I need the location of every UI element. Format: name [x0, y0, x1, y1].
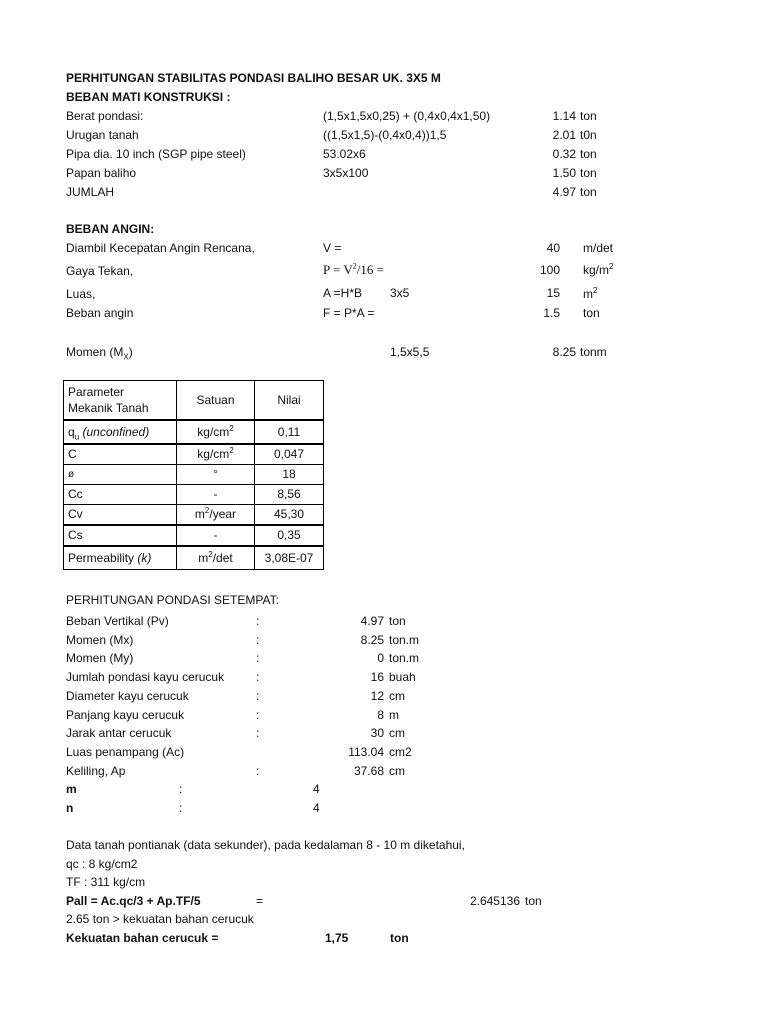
row-value: 2.01 [552, 128, 576, 142]
row-label: Pipa dia. 10 inch (SGP pipe steel) [66, 147, 246, 161]
param-cell: $q_u$ (unconfined) [64, 420, 177, 444]
beban-mati-heading: BEBAN MATI KONSTRUKSI : [66, 90, 231, 104]
row-unit: cm [389, 764, 405, 778]
soil-parameter-table [63, 380, 324, 570]
row-unit: ton [580, 147, 597, 161]
row-value: 12 [370, 689, 384, 703]
row-colon: : [256, 651, 260, 665]
row-formula: 53.02x6 [323, 147, 366, 161]
row-label: Jumlah pondasi kayu cerucuk [66, 670, 225, 684]
row-formula: V = [323, 241, 342, 255]
row-unit: ton [389, 614, 406, 628]
row-formula-extra: 3x5 [390, 286, 410, 300]
row-unit: $m^2$ [583, 286, 598, 301]
row-label: Diameter kayu cerucuk [66, 689, 189, 703]
row-formula: $P = V^2/16$ = [323, 261, 384, 277]
table-header-row [64, 381, 324, 421]
table-row [64, 465, 324, 485]
pall-eq: = [256, 894, 264, 908]
row-label: m [66, 782, 77, 796]
row-value: 8 [377, 708, 384, 722]
kekuatan-label: Kekuatan bahan cerucuk = [66, 931, 219, 945]
row-label: Diambil Kecepatan Angin Rencana, [66, 241, 255, 255]
row-value: 4 [313, 782, 320, 796]
compare-line: 2.65 ton > kekuatan bahan cerucuk [66, 912, 254, 926]
page-title: PERHITUNGAN STABILITAS PONDASI BALIHO BESAR UK. 3X5 M [66, 71, 441, 85]
row-label: Luas penampang (Ac) [66, 745, 185, 759]
row-colon: : [256, 633, 260, 647]
row-label: Berat pondasi: [66, 109, 144, 123]
satuan-cell: $m^2/\det$ [177, 546, 255, 570]
table-row [64, 505, 324, 526]
row-unit: t0n [580, 128, 597, 142]
row-value: 8.25 [360, 633, 384, 647]
row-formula: F = P*A = [323, 306, 375, 320]
param-cell: ø [64, 465, 177, 485]
satuan-cell: $kg/cm^2$ [177, 420, 255, 444]
row-label: Beban Vertikal (Pv) [66, 614, 169, 628]
row-unit: cm [389, 726, 405, 740]
tf-line: TF : 311 kg/cm [66, 875, 146, 889]
row-unit: cm2 [389, 745, 412, 759]
row-colon: : [179, 782, 183, 796]
table-row [64, 546, 324, 570]
row-value: 1.5 [543, 306, 560, 320]
row-label: JUMLAH [66, 185, 115, 199]
row-value: 1.14 [552, 109, 576, 123]
row-colon: : [256, 689, 260, 703]
row-colon: : [256, 708, 260, 722]
row-value: 40 [546, 241, 560, 255]
row-unit: ton [580, 109, 597, 123]
row-value: 1.50 [552, 166, 576, 180]
row-value: 0 [377, 651, 384, 665]
satuan-cell: - [177, 485, 255, 505]
kekuatan-unit: ton [390, 931, 409, 945]
satuan-cell: $kg/cm^2$ [177, 444, 255, 465]
nilai-cell: 18 [255, 465, 324, 485]
row-value: 4.97 [552, 185, 576, 199]
row-value: 16 [370, 670, 384, 684]
row-unit: buah [389, 670, 416, 684]
row-label: Luas, [66, 287, 96, 301]
row-label: Beban angin [66, 306, 134, 320]
row-value: 4 [313, 801, 320, 815]
row-value: 37.68 [353, 764, 384, 778]
table-row [64, 444, 324, 465]
header-parameter: Parameter Mekanik Tanah [64, 381, 177, 421]
row-label: Papan baliho [66, 166, 137, 180]
param-cell: Cv [64, 505, 177, 526]
pall-label: Pall = Ac.qc/3 + Ap.TF/5 [66, 894, 201, 908]
row-unit: m [389, 708, 399, 722]
nilai-cell: 8,56 [255, 485, 324, 505]
row-formula: A =H*B [323, 286, 363, 300]
pall-unit: ton [525, 894, 542, 908]
row-unit: cm [389, 689, 405, 703]
row-label: Keliling, Ap [66, 764, 126, 778]
param-cell: Permeability (k) [64, 546, 177, 570]
param-cell: Cs [64, 525, 177, 546]
row-value: 30 [370, 726, 384, 740]
row-unit: ton.m [389, 633, 420, 647]
nilai-cell: 0,047 [255, 444, 324, 465]
header-nilai: Nilai [255, 381, 324, 421]
row-value: 113.04 [348, 745, 384, 759]
row-label: Urugan tanah [66, 128, 139, 142]
nilai-cell: 45,30 [255, 505, 324, 526]
satuan-cell: ° [177, 465, 255, 485]
row-label: n [66, 801, 74, 815]
nilai-cell: 0,35 [255, 525, 324, 546]
momen-value: 8.25 [552, 345, 576, 359]
table-row [64, 485, 324, 505]
momen-unit: tonm [580, 345, 607, 359]
row-label: Momen (Mx) [66, 633, 134, 647]
row-colon: : [179, 801, 183, 815]
row-label: Momen (My) [66, 651, 134, 665]
pall-value: 2.645136 [469, 894, 520, 908]
row-label: Panjang kayu cerucuk [66, 708, 185, 722]
row-unit: ton [580, 166, 597, 180]
row-colon: : [256, 764, 260, 778]
row-colon: : [256, 670, 260, 684]
nilai-cell: 0,11 [255, 420, 324, 444]
row-colon: : [256, 726, 260, 740]
row-label: Jarak antar cerucuk [66, 726, 172, 740]
nilai-cell: 3,08E-07 [255, 546, 324, 570]
row-formula: 3x5x100 [323, 166, 369, 180]
row-label: Gaya Tekan, [66, 264, 134, 278]
kekuatan-value: 1,75 [325, 931, 349, 945]
row-unit: $kg/m^2$ [583, 262, 614, 277]
param-cell: Cc [64, 485, 177, 505]
row-unit: m/det [583, 241, 614, 255]
row-value: 4.97 [360, 614, 384, 628]
momen-formula: 1,5x5,5 [390, 345, 430, 359]
row-value: 15 [546, 286, 560, 300]
row-unit: ton [583, 306, 600, 320]
pondasi-heading: PERHITUNGAN PONDASI SETEMPAT: [66, 593, 279, 607]
row-colon: : [256, 614, 260, 628]
satuan-cell: $m^2$/year [177, 505, 255, 526]
table-row [64, 525, 324, 546]
row-formula: (1,5x1,5x0,25) + (0,4x0,4x1,50) [323, 109, 491, 123]
row-formula: ((1,5x1,5)-(0,4x0,4))1,5 [323, 128, 447, 142]
header-satuan: Satuan [177, 381, 255, 421]
row-value: 100 [539, 263, 560, 277]
table-row [64, 420, 324, 444]
beban-angin-heading: BEBAN ANGIN: [66, 222, 155, 236]
data-tanah-intro: Data tanah pontianak (data sekunder), pada kedalaman 8 - 10 m diketahui, [66, 838, 465, 852]
row-unit: ton.m [389, 651, 420, 665]
row-unit: ton [580, 185, 597, 199]
satuan-cell: - [177, 525, 255, 546]
row-value: 0.32 [552, 147, 576, 161]
qc-line: qc : 8 kg/cm2 [66, 857, 138, 871]
param-cell: C [64, 444, 177, 465]
momen-label: Momen $(M_X)$ [66, 345, 133, 362]
